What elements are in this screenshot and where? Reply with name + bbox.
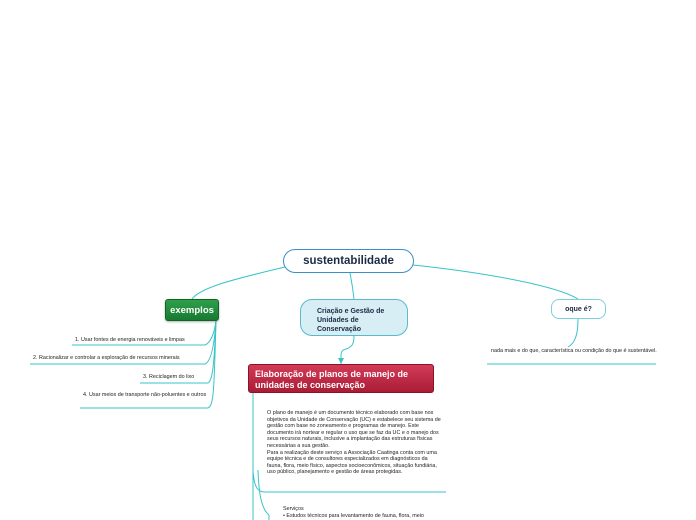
oque-e-node[interactable] <box>551 299 606 319</box>
exemplos-node[interactable] <box>165 299 219 321</box>
exemplo-item-1[interactable]: 1. Usar fontes de energia renováveis e limpas <box>75 337 185 343</box>
criacao-gestao-node[interactable] <box>300 299 408 336</box>
plano-manejo-description[interactable]: O plano de manejo é um documento técnico elaborado com base nos objetivos da Unidade de Conservação (UC) e estabelece seu sistema de gestão com base no zoneamento e programas de manejo. Este documento irá nortear e regular o uso que se faz da UC e o manejo dos seus recursos naturais, inclusive a implantação das estruturas físicas necessárias a sua gestão. Para a realização deste serviço a Associação Caatinga conta com uma equipe técnica e de consultores especializados em diagnósticos da fauna, flora, meio físico, aspectos socioeconômicos, situação fundiária, uso público, planejamento e gestão de áreas protegidas. <box>267 410 441 476</box>
oque-e-label: oque é? <box>565 305 592 313</box>
servicos-text[interactable]: Serviços • Estudos técnicos para levantamento de fauna, flora, meio <box>283 506 424 519</box>
criacao-gestao-label: Criação e Gestão de Unidades de Conservação <box>317 308 385 333</box>
central-topic-label: sustentabilidade <box>303 255 394 267</box>
exemplo-item-3[interactable]: 3. Reciclagem do lixo <box>143 374 195 380</box>
central-topic-node[interactable] <box>283 249 414 273</box>
exemplo-item-2[interactable]: 2. Racionalizar e controlar a exploração de recursos minerais <box>33 355 180 361</box>
definicao-text[interactable]: nada mais e do que, característica ou condição do que é sustentável. <box>491 348 657 354</box>
plano-manejo-label: Elaboração de planos de manejo de unidades de conservação <box>255 369 409 390</box>
exemplo-item-4[interactable]: 4. Usar meios de transporte não-poluentes e outros <box>83 392 207 398</box>
plano-manejo-node[interactable] <box>248 364 434 393</box>
exemplos-label: exemplos <box>170 304 214 316</box>
